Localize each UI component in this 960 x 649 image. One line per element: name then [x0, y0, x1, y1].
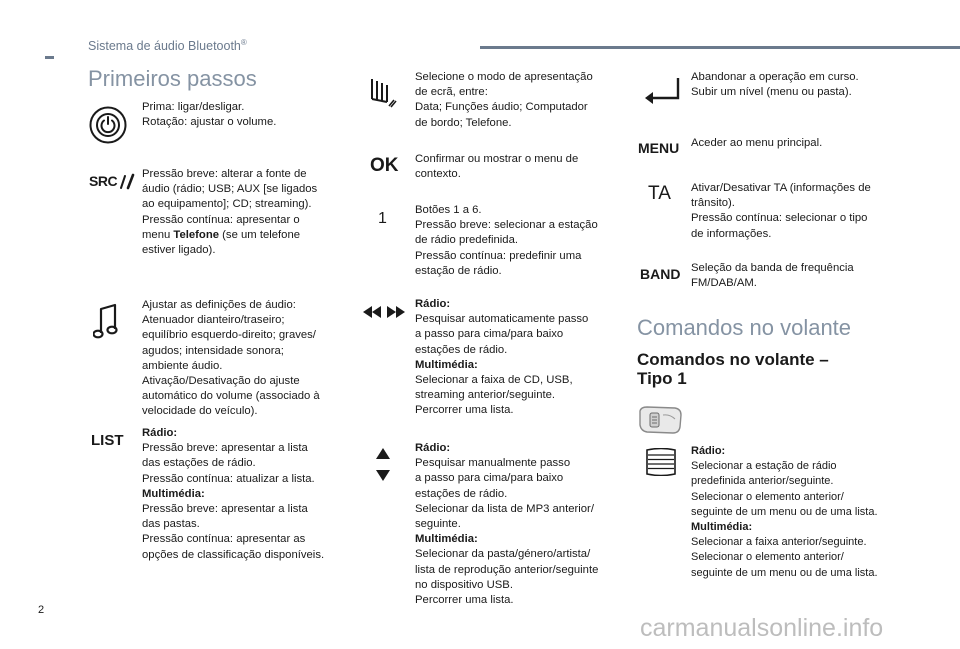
- up-down-arrows-icon: [375, 447, 391, 483]
- text-line: Selecionar a estação de rádio: [691, 460, 837, 473]
- src-description: [142, 167, 317, 258]
- text-line: Seleção da banda de frequência: [691, 262, 854, 274]
- text-line: Pressão contínua: apresentar as: [142, 533, 306, 546]
- src-phone-icon: [89, 172, 136, 190]
- text-line: a passo para cima/para baixo: [415, 328, 564, 341]
- text-line: Prima: ligar/desligar.: [142, 101, 245, 113]
- text-line: ambiente áudio.: [142, 359, 223, 372]
- text-line: estação de rádio.: [415, 264, 502, 277]
- manual-search-description: [415, 441, 598, 608]
- display-mode-description: [415, 70, 593, 131]
- text-line: estações de rádio.: [415, 343, 508, 356]
- text-line: de ecrã, entre:: [415, 86, 488, 99]
- text-line: FM/DAB/AM.: [691, 277, 757, 290]
- text-line: de rádio predefinida.: [415, 234, 519, 247]
- ta-text-icon: TA: [648, 183, 671, 204]
- text-line: Pesquisar manualmente passo: [415, 457, 571, 470]
- text-line: lista de reprodução anterior/seguinte: [415, 563, 599, 576]
- text-line: Pressão breve: selecionar a estação: [415, 219, 598, 232]
- text-line: trânsito).: [691, 197, 735, 210]
- audio-settings-description: [142, 298, 320, 420]
- text-line: Pressão breve: apresentar a lista: [142, 442, 308, 455]
- text-line: Pressão contínua: predefinir uma: [415, 249, 582, 262]
- multimedia-label: Multimédia:: [142, 487, 205, 500]
- text-line: Aceder ao menu principal.: [691, 137, 823, 149]
- list-description: [142, 426, 324, 563]
- band-description: [691, 261, 854, 291]
- text-line: das estações de rádio.: [142, 457, 256, 470]
- music-note-icon: [93, 302, 119, 342]
- back-arrow-icon: [643, 76, 681, 108]
- text-line: Selecionar a faixa anterior/seguinte.: [691, 536, 867, 549]
- display-mode-icon: [370, 78, 398, 108]
- band-text-icon: BAND: [640, 266, 681, 282]
- text-line: Botões 1 a 6.: [415, 204, 482, 216]
- text-line: das pastas.: [142, 518, 200, 531]
- text-line: no dispositivo USB.: [415, 578, 513, 591]
- number-button-icon: 1: [378, 210, 387, 227]
- left-right-arrows-icon: [362, 305, 406, 319]
- text-line: Ativar/Desativar TA (informações de: [691, 182, 871, 194]
- text-line: contexto.: [415, 168, 461, 181]
- text-line: Rotação: ajustar o volume.: [142, 116, 277, 129]
- text-line: automático do volume (associado à: [142, 390, 320, 403]
- text-line: menu Telefone (se um telefone: [142, 228, 301, 241]
- text-line: Ativação/Desativação do ajuste: [142, 375, 300, 388]
- telefone-bold: Telefone: [173, 228, 220, 241]
- text-line: estiver ligado).: [142, 244, 216, 257]
- text-line: Pressão breve: apresentar a lista: [142, 503, 308, 516]
- text-line: seguinte de um menu ou de uma lista.: [691, 505, 878, 518]
- radio-label: Rádio:: [415, 442, 451, 454]
- text-line: Pressão contínua: selecionar o tipo: [691, 212, 868, 225]
- preset-buttons-description: [415, 203, 598, 279]
- page-number: 2: [38, 604, 45, 616]
- text-line: áudio (rádio; USB; AUX [se ligados: [142, 183, 318, 196]
- radio-label: Rádio:: [415, 298, 451, 310]
- ok-text-icon: OK: [370, 155, 399, 176]
- text-line: Tipo 1: [637, 369, 687, 388]
- text-line: de bordo; Telefone.: [415, 116, 512, 129]
- section-heading-steering-controls: Comandos no volante: [637, 315, 852, 340]
- power-knob-icon: [89, 106, 127, 144]
- text-line: Data; Funções áudio; Computador: [415, 101, 588, 114]
- back-description: [691, 70, 859, 100]
- text-line: Abandonar a operação em curso.: [691, 71, 859, 83]
- text-line: Selecionar da lista de MP3 anterior/: [415, 502, 594, 515]
- seek-description: [415, 297, 588, 419]
- text-line: Percorrer uma lista.: [415, 404, 514, 417]
- text-line: Confirmar ou mostrar o menu de: [415, 153, 579, 165]
- running-header: Sistema de áudio Bluetooth®: [88, 38, 247, 54]
- section-heading-first-steps: Primeiros passos: [88, 66, 257, 91]
- text-line: Subir um nível (menu ou pasta).: [691, 86, 852, 99]
- subheading-steering-type1: [637, 350, 829, 388]
- power-description: [142, 100, 276, 130]
- menu-description: [691, 136, 822, 151]
- multimedia-label: Multimédia:: [415, 358, 478, 371]
- text-line: Percorrer uma lista.: [415, 594, 514, 607]
- text-line: Pressão breve: alterar a fonte de: [142, 168, 307, 180]
- text-line: opções de classificação disponíveis.: [142, 548, 325, 561]
- text-line: Ajustar as definições de áudio:: [142, 299, 296, 311]
- text-line: seguinte de um menu ou de uma lista.: [691, 566, 878, 579]
- text-line: velocidade do veículo).: [142, 405, 258, 418]
- src-label: SRC: [89, 173, 118, 189]
- text-line: streaming anterior/seguinte.: [415, 389, 556, 402]
- text-line: Selecionar da pasta/género/artista/: [415, 548, 591, 561]
- text-line: ao equipamento]; CD; streaming).: [142, 198, 312, 211]
- text-line: Atenuador dianteiro/traseiro;: [142, 314, 285, 327]
- text-line: Selecionar o elemento anterior/: [691, 490, 844, 503]
- text-line: Pressão contínua: atualizar a lista.: [142, 472, 315, 485]
- text-line: estações de rádio.: [415, 487, 508, 500]
- ta-description: [691, 181, 871, 242]
- text-line: predefinida anterior/seguinte.: [691, 475, 834, 488]
- radio-label: Rádio:: [142, 427, 178, 439]
- text-line: Comandos no volante –: [637, 350, 829, 369]
- text-line: agudos; intensidade sonora;: [142, 344, 284, 357]
- text-line: Selecionar a faixa de CD, USB,: [415, 374, 573, 387]
- text-line: seguinte.: [415, 518, 461, 531]
- header-rule-right: [480, 46, 960, 49]
- radio-label: Rádio:: [691, 445, 726, 457]
- thumbwheel-icon: [644, 448, 678, 476]
- text-line: Selecione o modo de apresentação: [415, 71, 593, 83]
- steering-control-icon: [637, 405, 683, 435]
- multimedia-label: Multimédia:: [691, 521, 753, 534]
- ok-description: [415, 152, 578, 182]
- text-line: Pressão contínua: apresentar o: [142, 213, 300, 226]
- list-text-icon: LIST: [91, 432, 124, 449]
- multimedia-label: Multimédia:: [415, 533, 478, 546]
- text-line: de informações.: [691, 227, 772, 240]
- menu-text-icon: MENU: [638, 140, 680, 156]
- text-line: Selecionar o elemento anterior/: [691, 551, 844, 564]
- text-line: equilíbrio esquerdo-direito; graves/: [142, 329, 316, 342]
- text-line: Pesquisar automaticamente passo: [415, 313, 589, 326]
- watermark: carmanualsonline.info: [640, 614, 884, 642]
- header-rule-left: [45, 56, 54, 59]
- text-line: a passo para cima/para baixo: [415, 472, 564, 485]
- thumbwheel-description: [691, 444, 878, 581]
